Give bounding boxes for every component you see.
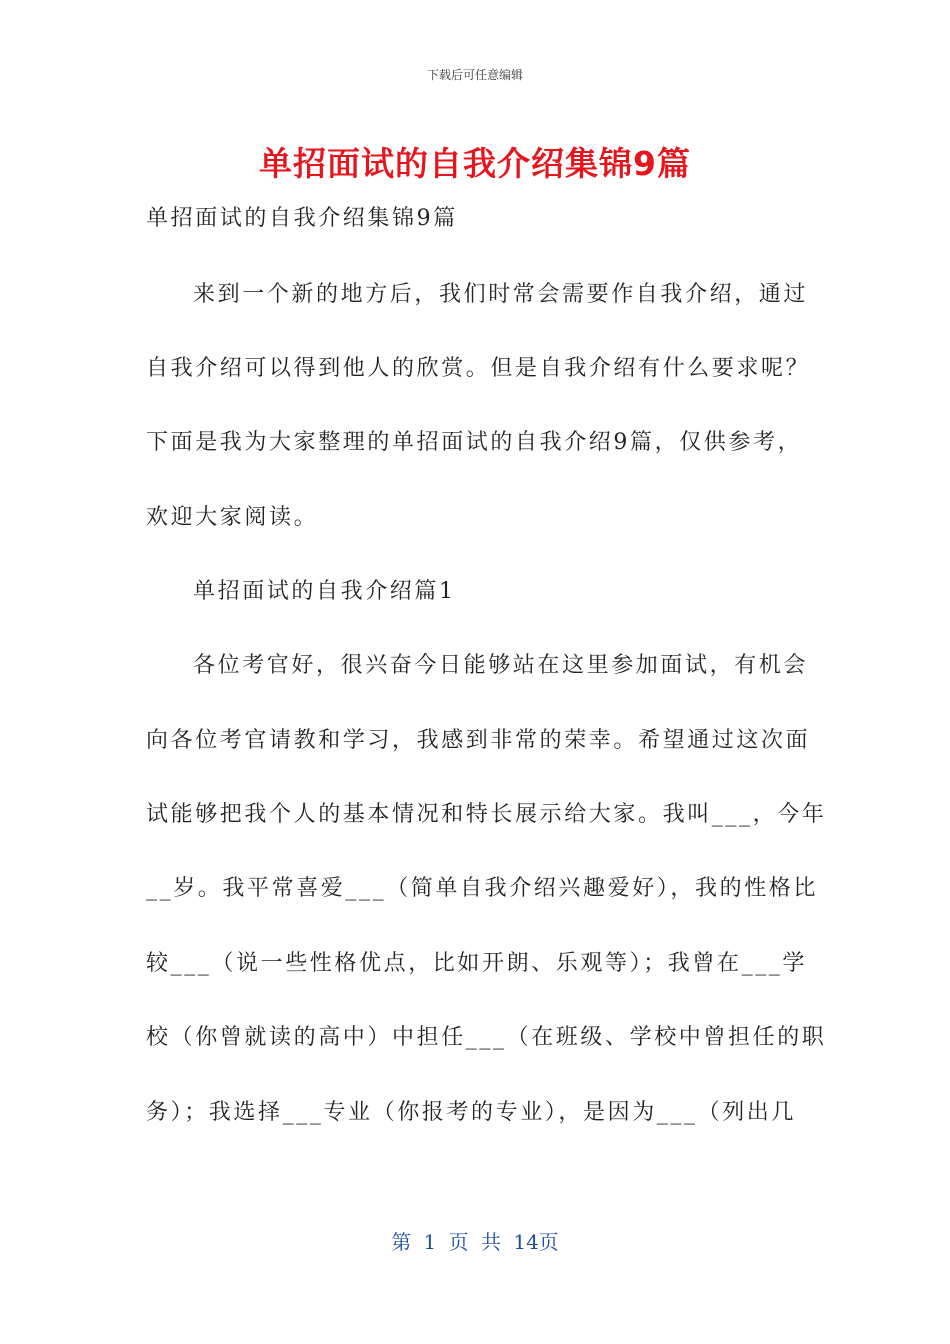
paragraph-line: __岁。我平常喜爱___（简单自我介绍兴趣爱好），我的性格比 (146, 876, 819, 901)
document-title: 单招面试的自我介绍集锦9篇 (259, 144, 691, 183)
section-heading: 单招面试的自我介绍篇1 (193, 579, 456, 604)
paragraph-line: 来到一个新的地方后，我们时常会需要作自我介绍，通过 (193, 282, 809, 307)
paragraph-line: 务）；我选择___专业（你报考的专业），是因为___（列出几 (146, 1100, 797, 1125)
paragraph-line: 较___（说一些性格优点，比如开朗、乐观等）；我曾在___学 (146, 951, 808, 976)
paragraph-line: 欢迎大家阅读。 (146, 505, 319, 530)
paragraph-line: 校（你曾就读的高中）中担任___（在班级、学校中曾担任的职 (146, 1025, 827, 1050)
paragraph-line: 各位考官好，很兴奋今日能够站在这里参加面试，有机会 (193, 653, 809, 678)
paragraph-line: 向各位考官请教和学习，我感到非常的荣幸。希望通过这次面 (146, 728, 811, 753)
paragraph-line: 单招面试的自我介绍集锦9篇 (146, 206, 458, 231)
paragraph-line: 试能够把我个人的基本情况和特长展示给大家。我叫___，今年 (146, 802, 827, 827)
header-note: 下载后可任意编辑 (426, 68, 523, 82)
page-footer: 第 1 页 共 14页 (391, 1230, 559, 1254)
paragraph-line: 下面是我为大家整理的单招面试的自我介绍9篇，仅供参考， (146, 430, 803, 455)
paragraph-line: 自我介绍可以得到他人的欣赏。但是自我介绍有什么要求呢？ (146, 356, 811, 381)
